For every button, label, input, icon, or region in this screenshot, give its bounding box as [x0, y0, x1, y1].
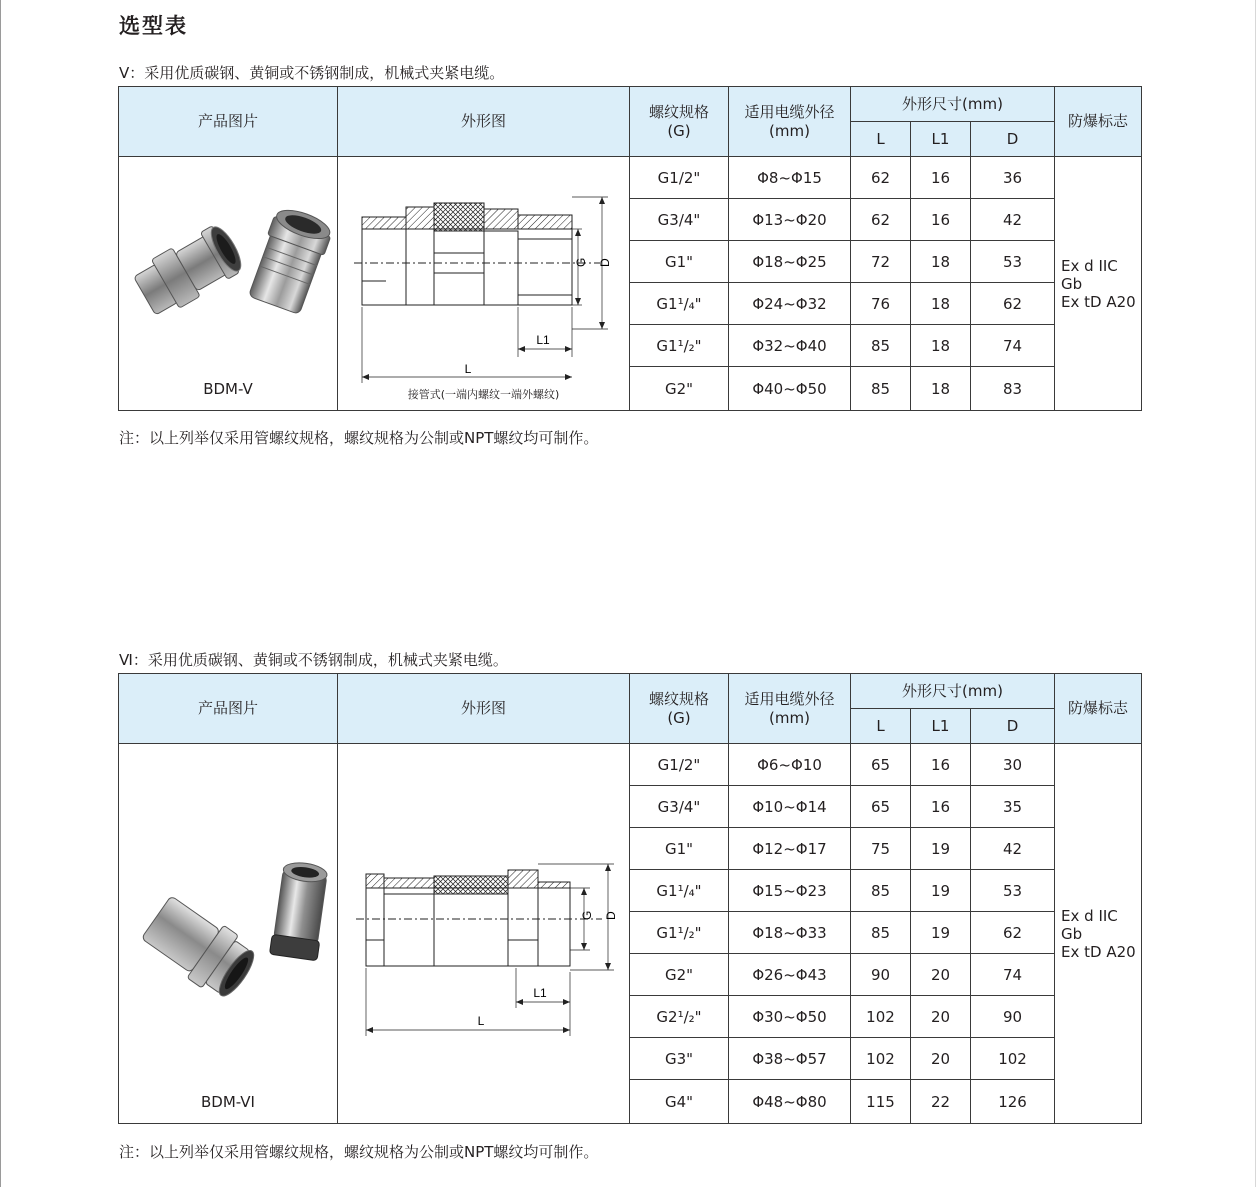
- header-d: D: [971, 709, 1055, 744]
- header-l1: L1: [911, 122, 971, 157]
- page-border-left: [0, 0, 1, 1187]
- cable-diameter-value: Φ24~Φ32: [729, 283, 851, 325]
- l1-value: 18: [911, 367, 971, 411]
- header-photo: 产品图片: [119, 87, 338, 157]
- l1-value: 16: [911, 786, 971, 828]
- d-value: 126: [971, 1080, 1055, 1124]
- dim-label-l: L: [477, 1014, 485, 1028]
- d-value: 74: [971, 954, 1055, 996]
- header-l: L: [851, 122, 911, 157]
- outline-drawing-cell: [338, 157, 630, 411]
- drawing-caption: 接管式(一端内螺纹一端外螺纹): [407, 388, 560, 401]
- d-value: 35: [971, 786, 1055, 828]
- d-value: 42: [971, 828, 1055, 870]
- page-title: 选型表: [119, 14, 188, 38]
- thread-value: G1¹/₂": [630, 325, 729, 367]
- cable-diameter-value: Φ15~Φ23: [729, 870, 851, 912]
- selection-table-vi: [118, 673, 1142, 1124]
- product-photo-cell: [119, 157, 338, 411]
- d-value: 74: [971, 325, 1055, 367]
- cable-diameter-value: Φ40~Φ50: [729, 367, 851, 411]
- header-thread: 螺纹规格 (G): [630, 674, 729, 744]
- l-value: 102: [851, 1038, 911, 1080]
- l-value: 62: [851, 157, 911, 199]
- d-value: 83: [971, 367, 1055, 411]
- l1-value: 18: [911, 325, 971, 367]
- header-cable-diameter: 适用电缆外径 (mm): [729, 674, 851, 744]
- d-value: 42: [971, 199, 1055, 241]
- header-drawing: 外形图: [338, 674, 630, 744]
- cable-diameter-value: Φ10~Φ14: [729, 786, 851, 828]
- header-photo: 产品图片: [119, 674, 338, 744]
- thread-value: G3/4": [630, 786, 729, 828]
- l-value: 65: [851, 786, 911, 828]
- explosion-mark: Ex d IIC Gb Ex tD A20: [1055, 744, 1142, 1124]
- thread-value: G1¹/₂": [630, 912, 729, 954]
- cable-diameter-value: Φ13~Φ20: [729, 199, 851, 241]
- l1-value: 16: [911, 744, 971, 786]
- cable-diameter-value: Φ48~Φ80: [729, 1080, 851, 1124]
- l-value: 85: [851, 870, 911, 912]
- section-v-note: 注：以上列举仅采用管螺纹规格，螺纹规格为公制或NPT螺纹均可制作。: [119, 429, 599, 447]
- thread-value: G2¹/₂": [630, 996, 729, 1038]
- model-name: BDM-V: [203, 380, 253, 398]
- cable-diameter-value: Φ12~Φ17: [729, 828, 851, 870]
- dim-label-d: D: [598, 258, 612, 267]
- product-photo-cell: [119, 744, 338, 1124]
- header-l: L: [851, 709, 911, 744]
- l-value: 90: [851, 954, 911, 996]
- l1-value: 16: [911, 199, 971, 241]
- model-name: BDM-VI: [200, 1093, 255, 1111]
- cable-diameter-value: Φ18~Φ33: [729, 912, 851, 954]
- d-value: 62: [971, 283, 1055, 325]
- d-value: 30: [971, 744, 1055, 786]
- header-dimensions: 外形尺寸(mm): [851, 674, 1055, 709]
- thread-value: G3": [630, 1038, 729, 1080]
- l-value: 85: [851, 325, 911, 367]
- explosion-mark: Ex d IIC Gb Ex tD A20: [1055, 157, 1142, 411]
- product-photo: [119, 157, 338, 413]
- dim-label-l1: L1: [536, 333, 550, 347]
- d-value: 102: [971, 1038, 1055, 1080]
- dim-label-g: G: [574, 257, 588, 267]
- cable-diameter-value: Φ30~Φ50: [729, 996, 851, 1038]
- thread-value: G1/2": [630, 744, 729, 786]
- cable-diameter-value: Φ18~Φ25: [729, 241, 851, 283]
- outline-drawing: [338, 744, 630, 1124]
- l1-value: 18: [911, 241, 971, 283]
- cable-diameter-value: Φ26~Φ43: [729, 954, 851, 996]
- header-explosion-mark: 防爆标志: [1055, 87, 1142, 157]
- cable-diameter-value: Φ32~Φ40: [729, 325, 851, 367]
- header-explosion-mark: 防爆标志: [1055, 674, 1142, 744]
- header-thread: 螺纹规格 (G): [630, 87, 729, 157]
- section-vi-heading: Ⅵ：采用优质碳钢、黄铜或不锈钢制成，机械式夹紧电缆。: [119, 651, 508, 669]
- header-l1: L1: [911, 709, 971, 744]
- thread-value: G1¹/₄": [630, 283, 729, 325]
- section-v-heading: Ⅴ：采用优质碳钢、黄铜或不锈钢制成，机械式夹紧电缆。: [119, 64, 505, 82]
- product-photo: [119, 744, 338, 1124]
- l-value: 76: [851, 283, 911, 325]
- l1-value: 18: [911, 283, 971, 325]
- l1-value: 20: [911, 954, 971, 996]
- outline-drawing: [338, 157, 630, 413]
- l1-value: 20: [911, 996, 971, 1038]
- header-cable-diameter: 适用电缆外径 (mm): [729, 87, 851, 157]
- section-vi-note: 注：以上列举仅采用管螺纹规格，螺纹规格为公制或NPT螺纹均可制作。: [119, 1143, 599, 1161]
- header-drawing: 外形图: [338, 87, 630, 157]
- l1-value: 20: [911, 1038, 971, 1080]
- l-value: 85: [851, 367, 911, 411]
- header-dimensions: 外形尺寸(mm): [851, 87, 1055, 122]
- l-value: 85: [851, 912, 911, 954]
- thread-value: G1/2": [630, 157, 729, 199]
- selection-table-v: [118, 86, 1142, 411]
- l-value: 62: [851, 199, 911, 241]
- l1-value: 22: [911, 1080, 971, 1124]
- thread-value: G1": [630, 828, 729, 870]
- d-value: 53: [971, 241, 1055, 283]
- thread-value: G4": [630, 1080, 729, 1124]
- cable-diameter-value: Φ8~Φ15: [729, 157, 851, 199]
- thread-value: G2": [630, 954, 729, 996]
- outline-drawing-cell: [338, 744, 630, 1124]
- l-value: 65: [851, 744, 911, 786]
- d-value: 36: [971, 157, 1055, 199]
- l-value: 102: [851, 996, 911, 1038]
- dim-label-l: L: [464, 362, 472, 376]
- thread-value: G2": [630, 367, 729, 411]
- cable-diameter-value: Φ38~Φ57: [729, 1038, 851, 1080]
- l1-value: 16: [911, 157, 971, 199]
- d-value: 90: [971, 996, 1055, 1038]
- d-value: 62: [971, 912, 1055, 954]
- cable-diameter-value: Φ6~Φ10: [729, 744, 851, 786]
- l-value: 72: [851, 241, 911, 283]
- dim-label-g: G: [580, 910, 594, 920]
- page-border-right: [1255, 0, 1256, 1187]
- thread-value: G1¹/₄": [630, 870, 729, 912]
- d-value: 53: [971, 870, 1055, 912]
- dim-label-l1: L1: [533, 986, 547, 1000]
- thread-value: G1": [630, 241, 729, 283]
- thread-value: G3/4": [630, 199, 729, 241]
- l1-value: 19: [911, 870, 971, 912]
- header-d: D: [971, 122, 1055, 157]
- l-value: 75: [851, 828, 911, 870]
- l1-value: 19: [911, 828, 971, 870]
- l-value: 115: [851, 1080, 911, 1124]
- l1-value: 19: [911, 912, 971, 954]
- dim-label-d: D: [604, 911, 618, 920]
